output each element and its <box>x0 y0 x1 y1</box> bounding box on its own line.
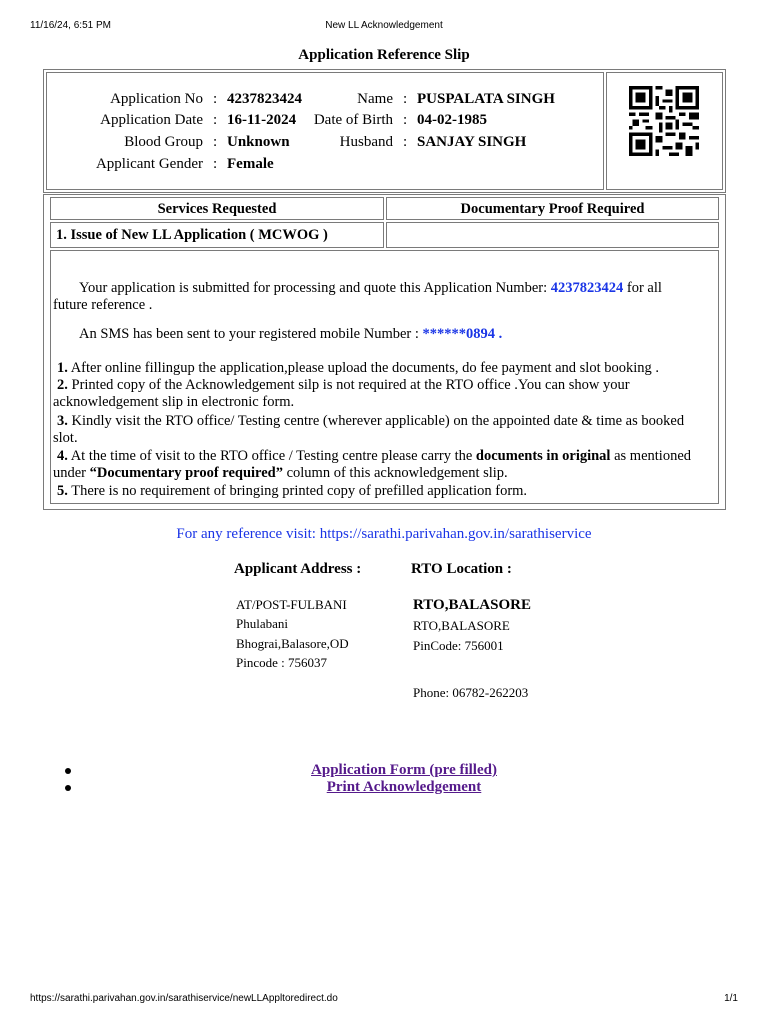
instruction-4 <box>53 448 723 482</box>
instruction-text: Kindly visit the RTO office/ Testing centre (wherever applicable) on the appointed date & time as booked <box>71 413 685 429</box>
dob-value: 04-02-1985 <box>417 112 487 128</box>
address-line: AT/POST-FULBANI <box>236 597 347 612</box>
instruction-text-cont: slot. <box>53 430 78 446</box>
husband-value: SANJAY SINGH <box>417 134 527 150</box>
print-acknowledgement-link[interactable]: Print Acknowledgement <box>326 779 482 795</box>
colon: : <box>403 112 408 128</box>
rto-name: RTO,BALASORE <box>413 597 531 613</box>
instruction-emphasis: documents in original <box>475 448 611 464</box>
address-line: Bhograi,Balasore,OD <box>236 636 349 651</box>
rto-location-heading: RTO Location : <box>411 561 512 577</box>
name-value: PUSPALATA SINGH <box>417 91 555 107</box>
application-date-label: Application Date <box>100 112 203 128</box>
submission-text: Your application is submitted for processing and quote this Application Number: <box>79 280 548 296</box>
rto-address-line: RTO,BALASORE <box>413 618 510 633</box>
list-item <box>0 779 768 796</box>
instruction-1 <box>57 360 721 377</box>
sms-text: An SMS has been sent to your registered mobile Number : <box>79 326 419 342</box>
application-number-highlight: 4237823424 <box>550 280 624 296</box>
instruction-text-cont: column of this acknowledgement slip. <box>286 465 508 481</box>
sms-message <box>53 326 717 343</box>
application-form-link[interactable]: Application Form (pre filled) <box>311 762 497 778</box>
print-page-number: 1/1 <box>724 993 738 1004</box>
rto-pincode: PinCode: 756001 <box>413 638 504 653</box>
rto-phone: Phone: 06782-262203 <box>413 685 529 700</box>
colon: : <box>403 134 408 150</box>
slip-title: Application Reference Slip <box>298 47 470 63</box>
instruction-text: At the time of visit to the RTO office / Testing centre please carry the <box>70 448 473 464</box>
services-requested-header: Services Requested <box>50 197 384 220</box>
qr-code-icon <box>629 86 699 156</box>
instruction-number: 4. <box>57 448 68 464</box>
submission-text-end: for all <box>626 280 662 296</box>
colon: : <box>213 112 218 128</box>
service-row-1-proof <box>386 222 719 248</box>
instruction-text: There is no requirement of bringing printed copy of prefilled application form. <box>71 483 528 499</box>
list-item <box>0 762 768 779</box>
service-row-1: 1. Issue of New LL Application ( MCWOG ) <box>50 222 384 248</box>
address-line: Phulabani <box>236 616 288 631</box>
instruction-2 <box>53 377 717 411</box>
name-label: Name <box>357 91 393 107</box>
instruction-number: 3. <box>57 413 68 429</box>
instruction-text: Printed copy of the Acknowledgement silp is not required at the RTO office .You can show your <box>71 377 630 393</box>
print-page-title: New LL Acknowledgement <box>325 20 443 31</box>
mobile-number-highlight: ******0894 . <box>422 326 503 342</box>
documentary-proof-header: Documentary Proof Required <box>386 197 719 220</box>
application-date-value: 16-11-2024 <box>227 112 297 128</box>
colon: : <box>403 91 408 107</box>
colon: : <box>213 134 218 150</box>
instruction-number: 5. <box>57 483 68 499</box>
dob-label: Date of Birth <box>313 112 393 128</box>
reference-url-text: For any reference visit: https://sarathi.parivahan.gov.in/sarathiservice <box>176 526 592 542</box>
print-url: https://sarathi.parivahan.gov.in/sarathiservice/newLLAppltoredirect.do <box>30 993 338 1004</box>
action-links <box>0 762 768 796</box>
instruction-text: After online fillingup the application,please upload the documents, do fee payment and slot booking . <box>70 360 660 376</box>
gender-value: Female <box>227 156 274 172</box>
submission-text-line2: future reference . <box>53 297 153 313</box>
instruction-number: 1. <box>57 360 68 376</box>
instruction-number: 2. <box>57 377 68 393</box>
blood-group-value: Unknown <box>227 134 290 150</box>
husband-label: Husband <box>339 134 393 150</box>
applicant-address-heading: Applicant Address : <box>234 561 362 577</box>
colon: : <box>213 91 218 107</box>
gender-label: Applicant Gender <box>95 156 203 172</box>
instruction-text: as mentioned <box>614 448 692 464</box>
application-no-label: Application No <box>110 91 203 107</box>
colon: : <box>213 156 218 172</box>
instruction-emphasis: “Documentary proof required” <box>89 465 283 481</box>
address-pincode: Pincode : 756037 <box>236 655 327 670</box>
instruction-text-cont: under <box>53 465 87 481</box>
instruction-5 <box>53 483 717 500</box>
print-datetime: 11/16/24, 6:51 PM <box>30 20 111 31</box>
blood-group-label: Blood Group <box>124 134 203 150</box>
application-no-value: 4237823424 <box>227 91 302 107</box>
submission-message <box>53 280 717 314</box>
instruction-3 <box>53 413 717 447</box>
instruction-text-cont: acknowledgement slip in electronic form. <box>53 394 295 410</box>
